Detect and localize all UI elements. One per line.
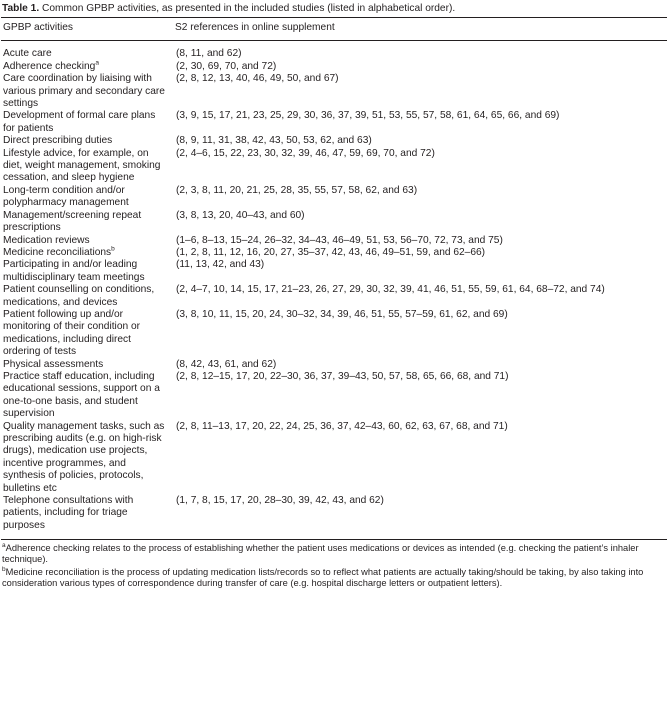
activity-cell bbox=[1, 371, 173, 421]
table-row bbox=[1, 41, 667, 61]
table-row bbox=[1, 61, 667, 73]
activity-cell bbox=[1, 61, 173, 73]
table-caption bbox=[0, 0, 668, 17]
gpbp-activities-table bbox=[1, 18, 667, 539]
activity-label: Direct prescribing duties bbox=[3, 135, 113, 147]
references-cell: (1–6, 8–13, 15–24, 26–32, 34–43, 46–49, 51, 53, 56–70, 72, 73, and 75) bbox=[176, 234, 503, 246]
table-row bbox=[1, 284, 667, 309]
table-row bbox=[1, 247, 667, 259]
footnote-mark: a bbox=[2, 542, 6, 550]
header-references: S2 references in online supplement bbox=[173, 18, 667, 41]
activity-cell bbox=[1, 421, 173, 495]
header-activities: GPBP activities bbox=[1, 18, 173, 41]
table-row bbox=[1, 135, 667, 147]
references-cell: (2, 30, 69, 70, and 72) bbox=[176, 60, 277, 72]
references-cell: (8, 42, 43, 61, and 62) bbox=[176, 358, 277, 370]
activity-cell bbox=[1, 359, 173, 371]
footnote-marker: b bbox=[111, 245, 115, 253]
table-row bbox=[1, 371, 667, 421]
references-cell: (2, 8, 12–15, 17, 20, 22–30, 36, 37, 39–43, 50, 57, 58, 65, 66, 68, and 71) bbox=[176, 370, 509, 382]
activity-label: Lifestyle advice, for example, on diet, weight management, smoking cessation, and sleep hygiene bbox=[3, 147, 161, 184]
activity-cell bbox=[1, 247, 173, 259]
footnote-b bbox=[2, 567, 666, 589]
activity-label: Practice staff education, including educational sessions, support on a one-to-one basis, and student supervision bbox=[3, 370, 160, 420]
references-cell: (2, 4–7, 10, 14, 15, 17, 21–23, 26, 27, 29, 30, 32, 39, 41, 46, 51, 55, 59, 61, 64, 68–72, and 74) bbox=[176, 284, 605, 296]
footnote-text: Medicine reconciliation is the process of updating medication lists/records so to reflect what patients are actually taking/should be taking, by also taking into consideration various types of correspondence during transfer of care (e.g. hospital discharge letters or outpatient letters). bbox=[2, 566, 644, 588]
activity-label: Quality management tasks, such as prescribing audits (e.g. on high-risk drugs), medication use projects, incentive programmes, and synthesis of policies, protocols, bulletins etc bbox=[3, 420, 165, 494]
activity-label: Acute care bbox=[3, 48, 52, 60]
activity-label: Long-term condition and/or polypharmacy management bbox=[3, 184, 129, 209]
references-cell: (2, 8, 12, 13, 40, 46, 49, 50, and 67) bbox=[176, 73, 339, 85]
table-row bbox=[1, 210, 667, 235]
table-row bbox=[1, 495, 667, 539]
activity-cell bbox=[1, 110, 173, 135]
activity-label: Development of formal care plans for patients bbox=[3, 110, 156, 134]
activity-label: Care coordination by liaising with various primary and secondary care settings bbox=[3, 73, 165, 110]
activity-label: Participating in and/or leading multidisciplinary team meetings bbox=[3, 259, 145, 283]
references-cell: (2, 3, 8, 11, 20, 21, 25, 28, 35, 55, 57, 58, 62, and 63) bbox=[176, 184, 418, 196]
table-row bbox=[1, 359, 667, 371]
table-caption-text: Common GPBP activities, as presented in the included studies (listed in alphabetical order). bbox=[42, 3, 456, 14]
table-row bbox=[1, 421, 667, 495]
activity-cell bbox=[1, 41, 173, 61]
activity-label: Patient counselling on conditions, medications, and devices bbox=[3, 284, 155, 308]
table-row bbox=[1, 73, 667, 110]
activity-cell bbox=[1, 259, 173, 284]
footnote-mark: b bbox=[2, 565, 6, 573]
footnote-a bbox=[2, 543, 666, 565]
references-cell: (1, 7, 8, 15, 17, 20, 28–30, 39, 42, 43, and 62) bbox=[176, 495, 384, 507]
references-cell: (2, 4–6, 15, 22, 23, 30, 32, 39, 46, 47, 59, 69, 70, and 72) bbox=[176, 147, 435, 159]
table-caption-label: Table 1. bbox=[2, 3, 40, 14]
activity-cell bbox=[1, 210, 173, 235]
table-row bbox=[1, 185, 667, 210]
activity-label: Medicine reconciliations bbox=[3, 246, 112, 258]
activity-label: Telephone consultations with patients, including for triage purposes bbox=[3, 495, 134, 531]
references-cell: (8, 11, and 62) bbox=[176, 48, 242, 60]
footnotes bbox=[0, 540, 668, 589]
references-cell: (3, 8, 10, 11, 15, 20, 24, 30–32, 34, 39, 46, 51, 55, 57–59, 61, 62, and 69) bbox=[176, 308, 508, 320]
activity-cell bbox=[1, 495, 173, 539]
table-row bbox=[1, 110, 667, 135]
activity-label: Patient following up and/or monitoring of their condition or medications, including direct ordering of tests bbox=[3, 308, 141, 358]
references-cell: (2, 8, 11–13, 17, 20, 22, 24, 25, 36, 37, 42–43, 60, 62, 63, 67, 68, and 71) bbox=[176, 420, 508, 432]
activity-label: Medication reviews bbox=[3, 234, 90, 246]
activity-cell bbox=[1, 185, 173, 210]
footnote-marker: a bbox=[95, 59, 99, 67]
footnote-text: Adherence checking relates to the process of establishing whether the patient uses medications or devices as intended (e.g. checking the patient’s inhaler technique). bbox=[2, 543, 639, 565]
table-row bbox=[1, 235, 667, 247]
activity-label: Management/screening repeat prescriptions bbox=[3, 209, 142, 234]
activity-cell bbox=[1, 148, 173, 185]
activity-cell bbox=[1, 309, 173, 359]
activity-cell bbox=[1, 73, 173, 110]
table-row bbox=[1, 309, 667, 359]
references-cell: (3, 9, 15, 17, 21, 23, 25, 29, 30, 36, 37, 39, 51, 53, 55, 57, 58, 61, 64, 65, 66, and 69) bbox=[176, 110, 560, 122]
activity-cell bbox=[1, 235, 173, 247]
activity-cell bbox=[1, 284, 173, 309]
references-cell: (11, 13, 42, and 43) bbox=[176, 259, 265, 271]
references-cell: (3, 8, 13, 20, 40–43, and 60) bbox=[176, 209, 305, 221]
table-row bbox=[1, 259, 667, 284]
table-header-row bbox=[1, 18, 667, 41]
references-cell: (1, 2, 8, 11, 12, 16, 20, 27, 35–37, 42, 43, 46, 49–51, 59, and 62–66) bbox=[176, 246, 486, 258]
activity-label: Adherence checking bbox=[3, 60, 96, 72]
table-body bbox=[1, 41, 667, 539]
activity-cell bbox=[1, 135, 173, 147]
activity-label: Physical assessments bbox=[3, 358, 104, 370]
references-cell: (8, 9, 11, 31, 38, 42, 43, 50, 53, 62, and 63) bbox=[176, 135, 372, 147]
table-row bbox=[1, 148, 667, 185]
